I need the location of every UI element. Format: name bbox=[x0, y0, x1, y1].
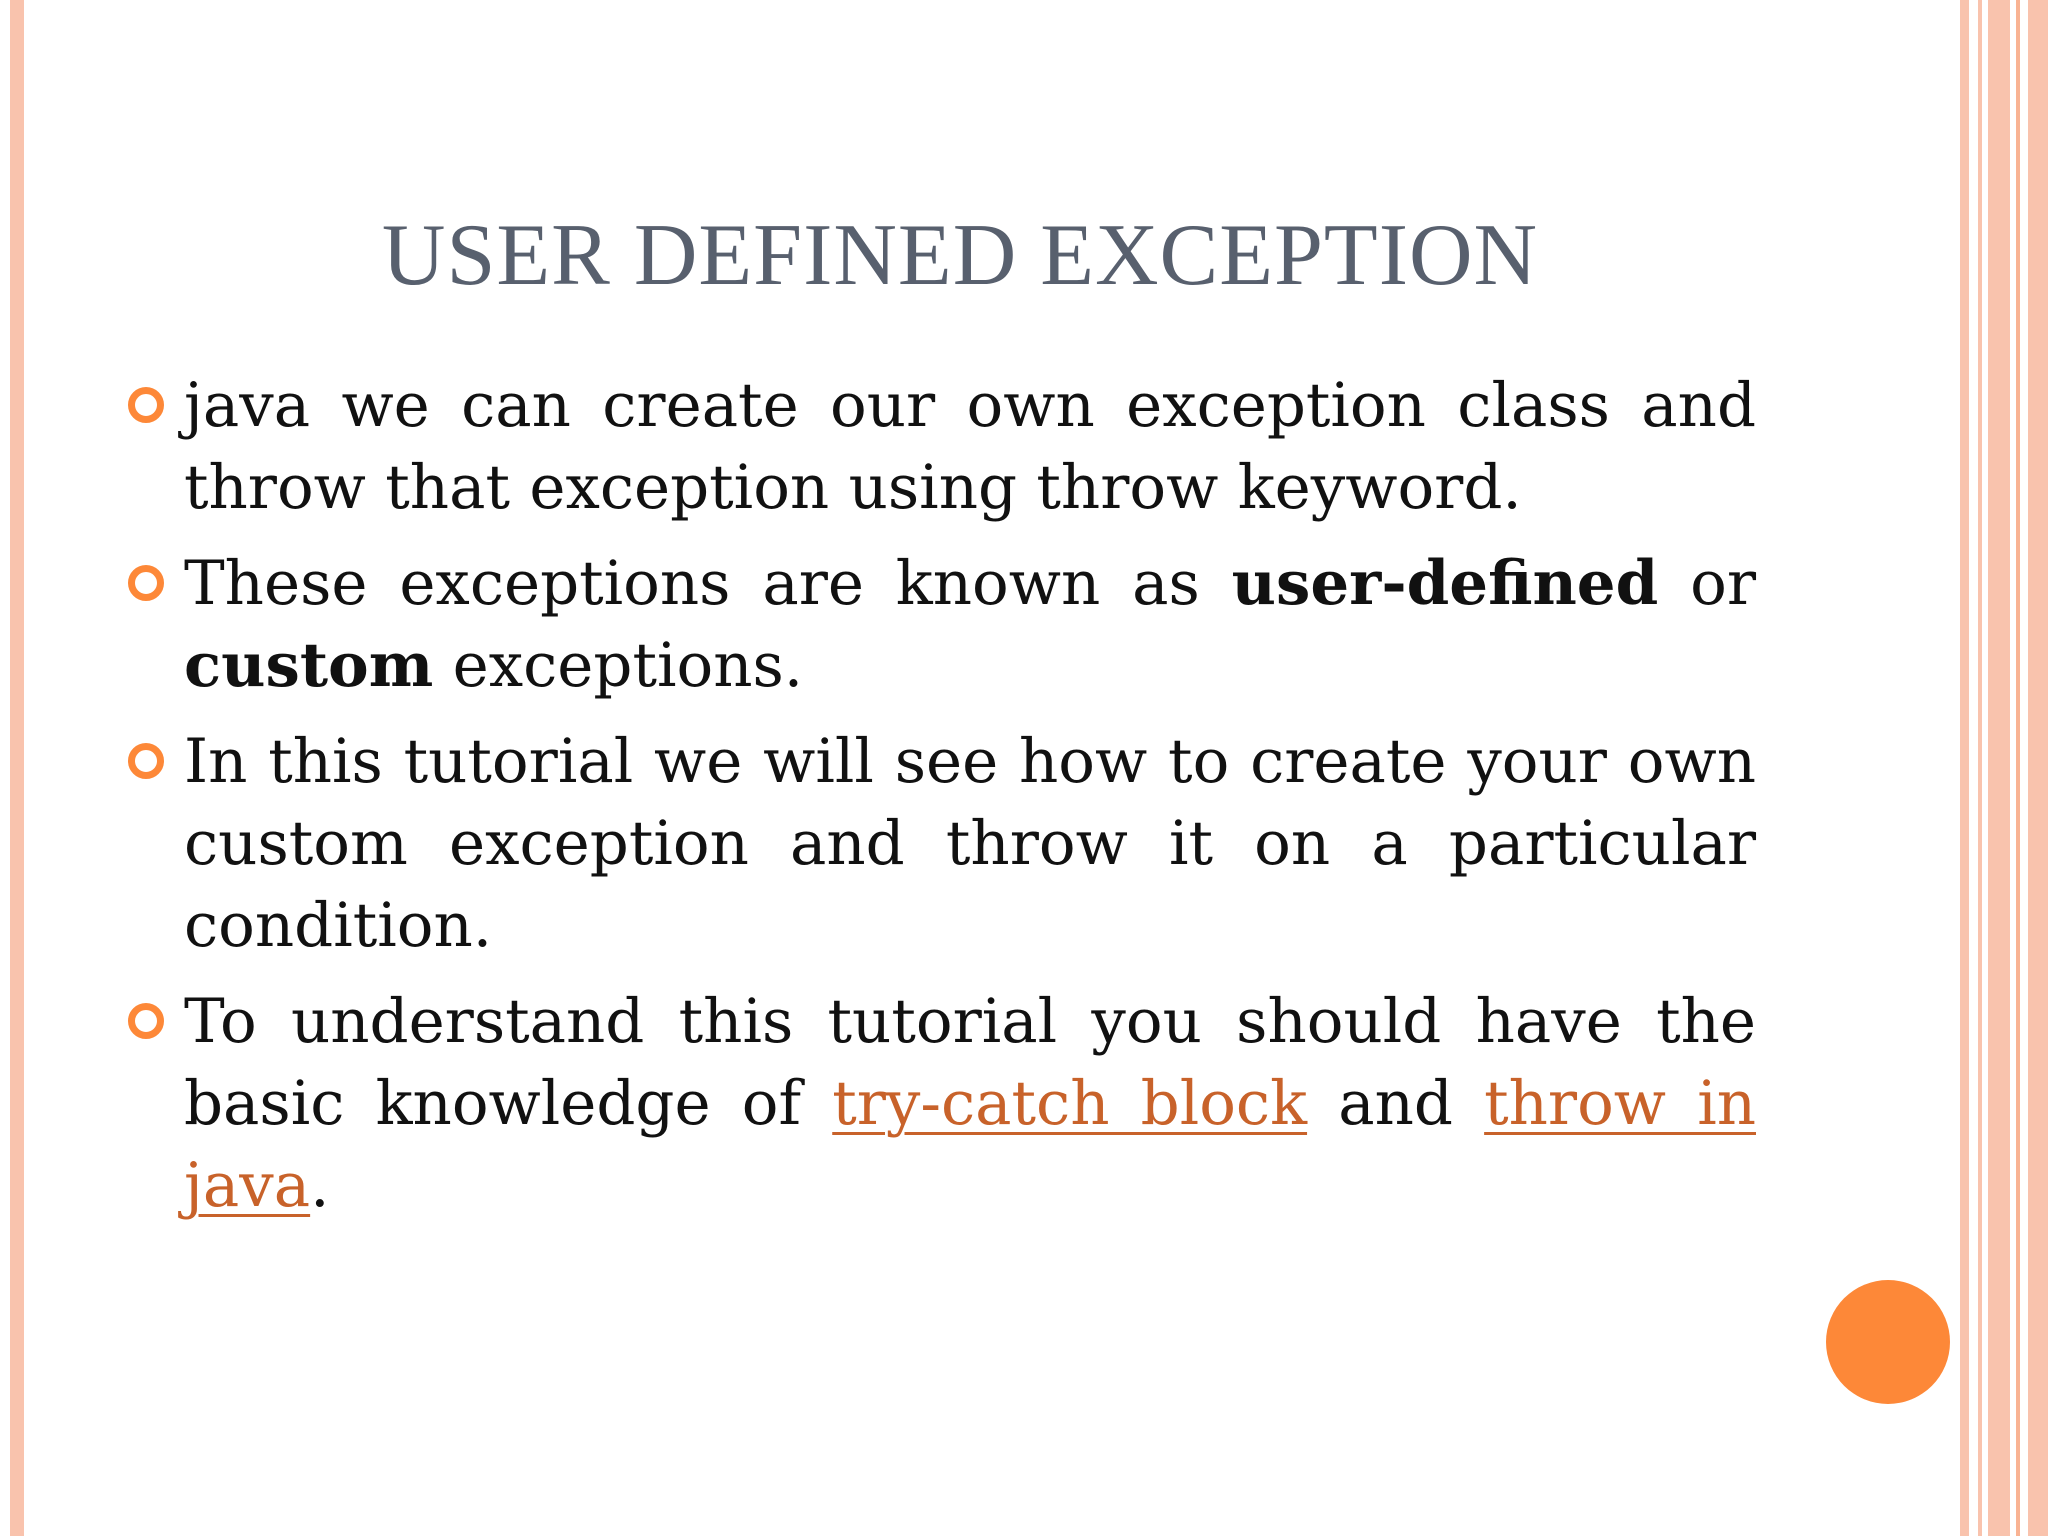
bullet-text: In this tutorial we will see how to create your own custom exception and throw it on a particular condition. bbox=[184, 726, 1756, 961]
bullet-text: To understand this tutorial you should have the basic knowledge of bbox=[184, 986, 1756, 1139]
bullet-item bbox=[128, 981, 1756, 1227]
throw-in-java-link[interactable]: throw in java bbox=[184, 1068, 1756, 1221]
bullet-circle-icon bbox=[128, 565, 164, 601]
bullet-circle-icon bbox=[128, 1003, 164, 1039]
left-border-stripe bbox=[10, 0, 24, 1536]
bullet-list bbox=[128, 365, 1756, 1241]
bullet-text: These exceptions are known as bbox=[184, 548, 1232, 619]
right-border-stripe bbox=[2016, 0, 2020, 1536]
bullet-text: or bbox=[1658, 548, 1757, 619]
bullet-text: and bbox=[1307, 1068, 1485, 1139]
bullet-item bbox=[128, 543, 1756, 707]
bullet-item bbox=[128, 365, 1756, 529]
right-border-stripe bbox=[1988, 0, 2010, 1536]
bullet-circle-icon bbox=[128, 743, 164, 779]
bold-term: custom bbox=[184, 630, 434, 701]
bullet-text: . bbox=[310, 1150, 330, 1221]
bullet-item bbox=[128, 721, 1756, 967]
bullet-text: java we can create our own exception class and throw that exception using throw keyword. bbox=[184, 370, 1756, 523]
slide-title: USER DEFINED EXCEPTION bbox=[381, 207, 1539, 304]
right-border-stripe bbox=[1978, 0, 1982, 1536]
bullet-text: exceptions. bbox=[433, 630, 804, 701]
right-border-stripe bbox=[1960, 0, 1969, 1536]
bullet-circle-icon bbox=[128, 387, 164, 423]
right-border-stripe bbox=[2028, 0, 2048, 1536]
bold-term: user-defined bbox=[1231, 548, 1659, 619]
decorative-circle bbox=[1826, 1280, 1950, 1404]
try-catch-link[interactable]: try-catch block bbox=[832, 1068, 1308, 1139]
